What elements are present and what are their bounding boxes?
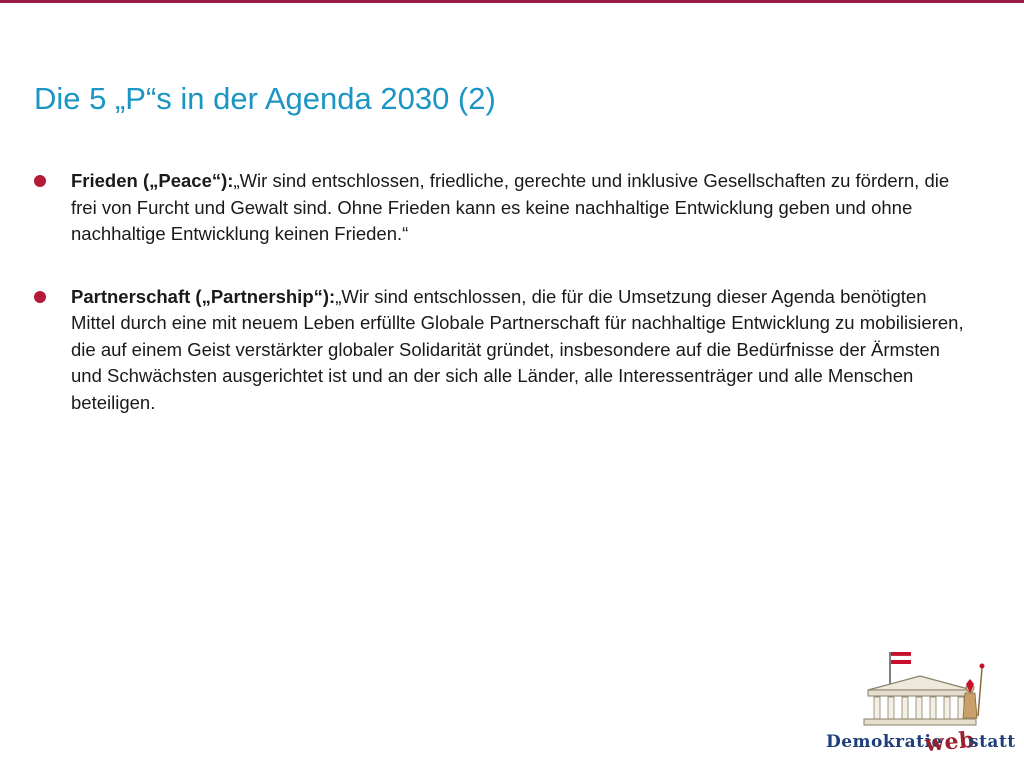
logo-text-demokratie: Demokratie bbox=[826, 732, 943, 752]
slide-title: Die 5 „P“s in der Agenda 2030 (2) bbox=[34, 81, 496, 116]
bullet-list bbox=[34, 168, 964, 416]
bullet-text: „Wir sind entschlossen, friedliche, gerechte und inklusive Gesellschaften zu fördern, die frei von Furcht und Gewalt sind. Ohne Frieden kann es keine nachhaltige Entwicklung geben und ohne nachhaltige Entwicklung keinen Frieden.“ bbox=[71, 170, 950, 244]
logo-text-web: web bbox=[923, 726, 976, 758]
bullet-term: Partnerschaft („Partnership“): bbox=[71, 285, 336, 307]
bullet-dot-icon bbox=[34, 291, 46, 303]
bullet-text: „Wir sind entschlossen, die für die Umsetzung dieser Agenda benötigten Mittel durch eine mit neuem Leben erfüllte Globale Partnerschaft für nachhaltige Entwicklung zu mobilisieren, die auf einem Geist verstärkter globaler Solidarität gründet, insbesondere auf die Bedürfnisse der Ärmsten und Schwächsten ausgerichtet ist und an der sich alle Länder, alle Interessenträger und alle Menschen beteiligen. bbox=[71, 285, 964, 413]
demokratiewebstatt-logo bbox=[820, 646, 1020, 764]
bullet-item-peace bbox=[34, 168, 964, 248]
top-accent-rule bbox=[0, 0, 1024, 3]
bullet-item-partnership bbox=[34, 284, 964, 417]
bullet-term: Frieden („Peace“): bbox=[71, 170, 234, 191]
bullet-dot-icon bbox=[34, 175, 46, 187]
logo-text-statt: statt bbox=[969, 732, 1016, 752]
